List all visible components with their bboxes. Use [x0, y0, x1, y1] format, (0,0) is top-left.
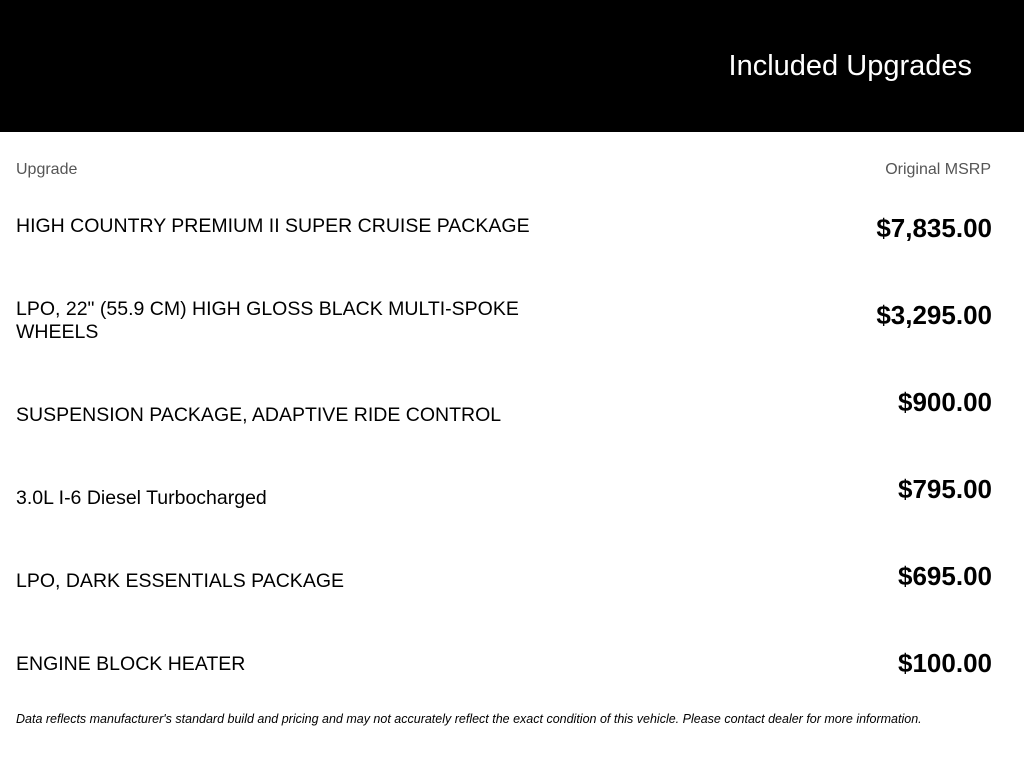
page-title: Included Upgrades: [728, 50, 972, 82]
upgrade-name: SUSPENSION PACKAGE, ADAPTIVE RIDE CONTROL: [16, 404, 502, 426]
upgrade-price: $7,835.00: [876, 213, 992, 243]
header-banner: [0, 0, 1024, 132]
upgrade-price: $795.00: [898, 474, 992, 504]
upgrade-price: $100.00: [898, 648, 992, 678]
upgrade-name: ENGINE BLOCK HEATER: [16, 653, 246, 675]
column-header-original-msrp: Original MSRP: [885, 161, 991, 178]
disclaimer-text: Data reflects manufacturer's standard build and pricing and may not accurately reflect the exact condition of this vehicle. Please contact dealer for more information.: [16, 712, 922, 726]
upgrade-name: LPO, 22" (55.9 CM) HIGH GLOSS BLACK MULTI-SPOKE WHEELS: [16, 298, 519, 343]
column-header-upgrade: Upgrade: [16, 161, 78, 178]
upgrade-price: $3,295.00: [876, 300, 992, 330]
upgrade-price: $695.00: [898, 561, 992, 591]
upgrade-name: 3.0L I-6 Diesel Turbocharged: [16, 487, 267, 509]
upgrade-name: HIGH COUNTRY PREMIUM II SUPER CRUISE PACKAGE: [16, 215, 530, 237]
upgrade-name: LPO, DARK ESSENTIALS PACKAGE: [16, 570, 344, 592]
upgrade-price: $900.00: [898, 387, 992, 417]
